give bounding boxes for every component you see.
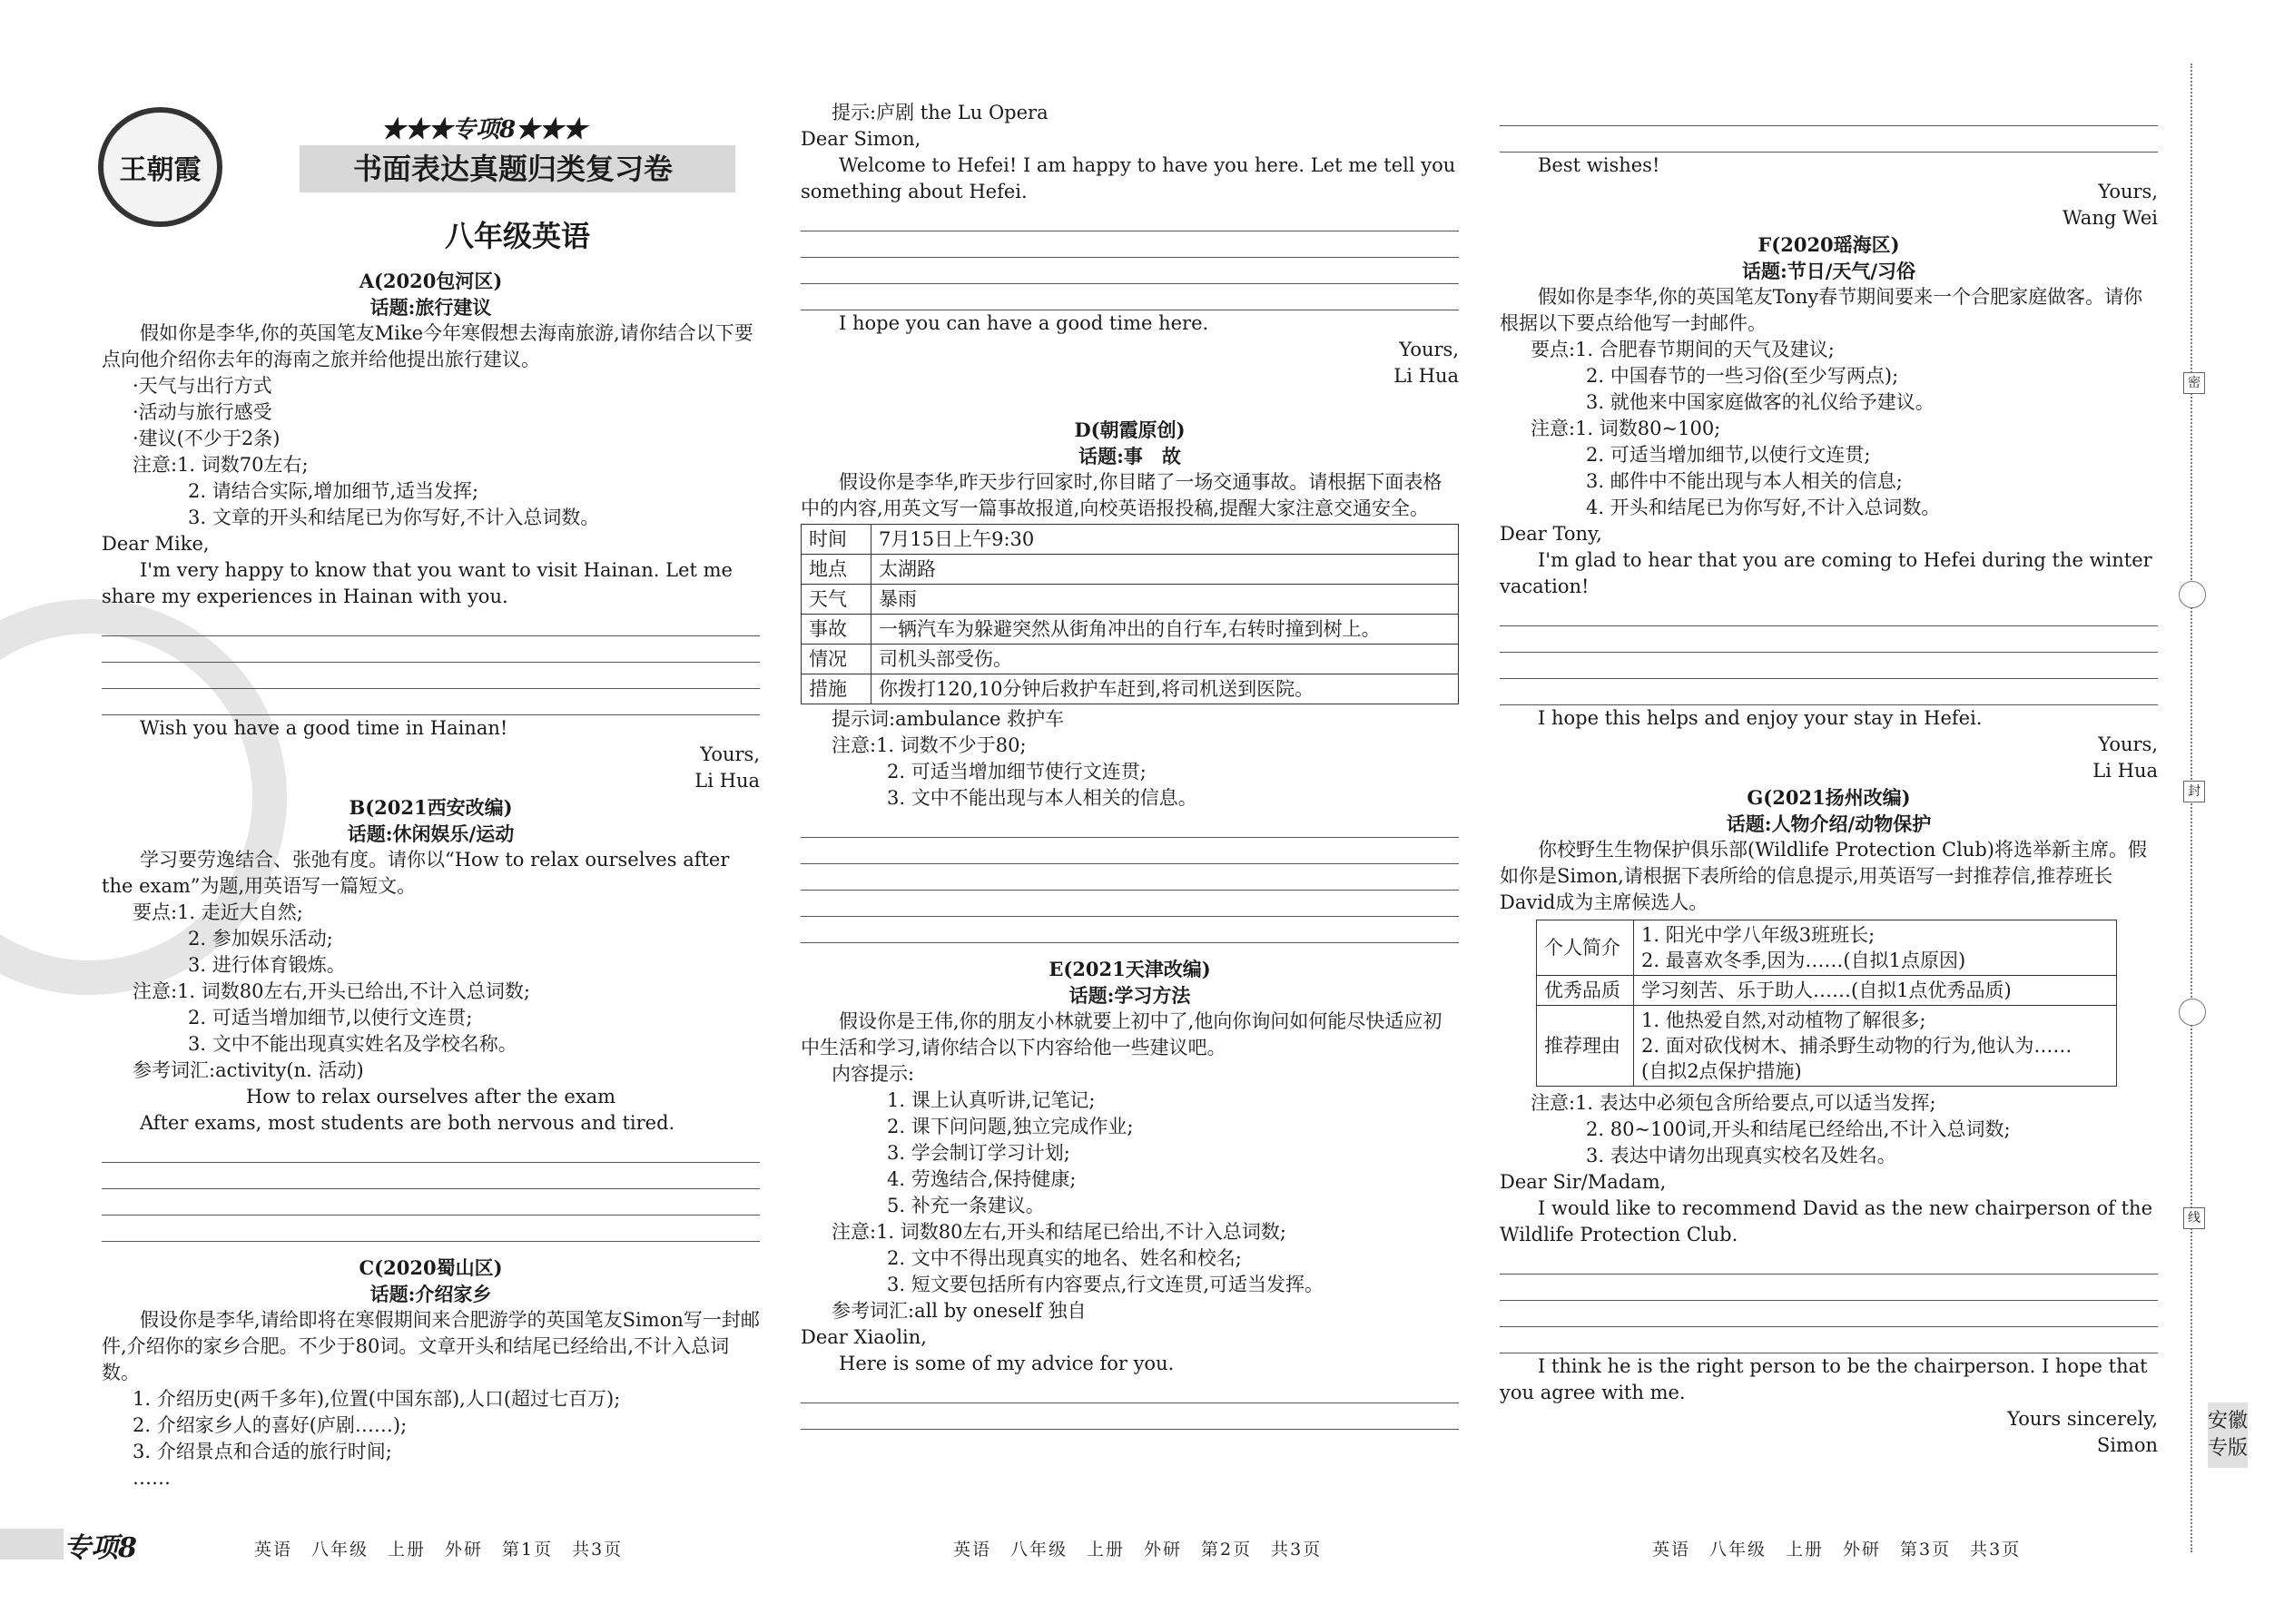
- table-row: 优秀品质 学习刻苦、乐于助人……(自拟1点优秀品质): [1537, 976, 2117, 1006]
- section-a-salutation: Dear Mike,: [102, 533, 210, 555]
- answer-line[interactable]: [102, 1163, 760, 1189]
- province-badge: 安徽专版: [2208, 1403, 2248, 1468]
- answer-line[interactable]: [1500, 100, 2158, 126]
- section-f-note: 注意:1. 词数80~100;: [1531, 418, 1721, 439]
- section-f-intro: 假如你是李华,你的英国笔友Tony春节期间要来一个合肥家庭做客。请你根据以下要点给他写一封邮件。: [1500, 286, 2143, 334]
- binding-mark-feng: 封: [2183, 781, 2205, 802]
- answer-line[interactable]: [801, 917, 1459, 943]
- section-b-note: 2. 可适当增加细节,以使行文连贯;: [188, 1007, 473, 1029]
- section-c-point: 3. 介绍景点和合适的旅行时间;: [133, 1441, 392, 1462]
- section-b-vocab: 参考词汇:activity(n. 活动): [133, 1059, 364, 1081]
- section-c-hint: 提示:庐剧 the Lu Opera: [832, 102, 1049, 123]
- section-b-intro: 学习要劳逸结合、张弛有度。请你以“How to relax ourselves after the exam”为题,用英语写一篇短文。: [102, 849, 730, 897]
- section-a-point: ·天气与出行方式: [133, 375, 272, 397]
- section-e-point: 5. 补充一条建议。: [887, 1195, 1045, 1216]
- section-d-table: [801, 524, 1459, 704]
- section-d-note: 2. 可适当增加细节使行文连贯;: [887, 761, 1147, 782]
- section-g-note: 注意:1. 表达中必须包含所给要点,可以适当发挥;: [1531, 1092, 1936, 1114]
- section-b-topic: 话题:休闲娱乐/运动: [347, 822, 515, 845]
- section-g-topic: 话题:人物介绍/动物保护: [1726, 812, 1932, 835]
- section-a-point: ·活动与旅行感受: [133, 401, 272, 423]
- section-g-table: [1536, 920, 2117, 1087]
- answer-line[interactable]: [801, 1377, 1459, 1403]
- section-g-opening: I would like to recommend David as the new chairperson of the Wildlife Protection Club.: [1500, 1197, 2153, 1245]
- answer-line[interactable]: [801, 891, 1459, 917]
- section-a-note: 注意:1. 词数70左右;: [133, 454, 309, 476]
- table-row: 推荐理由 1. 他热爱自然,对动植物了解很多; 2. 面对砍伐树木、捕杀野生动物的行为,他认为…… (自拟2点保护措施): [1537, 1006, 2117, 1087]
- section-f-salutation: Dear Tony,: [1500, 523, 1602, 545]
- section-e-note: 注意:1. 词数80左右,开头和结尾已给出,不计入总词数;: [832, 1221, 1286, 1243]
- answer-line[interactable]: [1500, 1275, 2158, 1301]
- binding-line: [2191, 64, 2192, 1552]
- section-g-sign: Yours sincerely,: [2007, 1408, 2158, 1430]
- section-e-closing: Best wishes!: [1538, 154, 1660, 176]
- answer-line[interactable]: [102, 689, 760, 715]
- section-d-topic: 话题:事 故: [1078, 445, 1181, 468]
- section-b-note: 注意:1. 词数80左右,开头已给出,不计入总词数;: [133, 980, 530, 1002]
- section-g-closing: I think he is the right person to be the chairperson. I hope that you agree with me.: [1500, 1355, 2148, 1403]
- section-f-sign: Li Hua: [2092, 760, 2158, 782]
- section-f-note: 2. 可适当增加细节,以使行文连贯;: [1586, 444, 1871, 466]
- answer-line[interactable]: [1500, 626, 2158, 653]
- footer-page-1: 英语 八年级 上册 外研 第1页 共3页: [254, 1540, 624, 1560]
- section-e-heading: E(2021天津改编): [1049, 958, 1211, 980]
- section-f-point: 2. 中国春节的一些习俗(至少写两点);: [1586, 365, 1899, 387]
- brand-logo: 王朝霞: [98, 107, 222, 227]
- section-e-salutation: Dear Xiaolin,: [801, 1326, 927, 1348]
- section-e-note: 2. 文中不得出现真实的地名、姓名和校名;: [887, 1247, 1242, 1269]
- section-e-note: 3. 短文要包括所有内容要点,行文连贯,可适当发挥。: [887, 1274, 1324, 1295]
- table-row: 地点 太湖路: [802, 555, 1459, 585]
- section-g-sign: Simon: [2096, 1434, 2158, 1456]
- answer-line[interactable]: [102, 663, 760, 689]
- section-e-vocab: 参考词汇:all by oneself 独自: [832, 1300, 1087, 1322]
- section-e-point: 4. 劳逸结合,保持健康;: [887, 1168, 1077, 1190]
- answer-line[interactable]: [801, 284, 1459, 310]
- section-f-topic: 话题:节日/天气/习俗: [1741, 260, 1916, 282]
- answer-line[interactable]: [102, 1137, 760, 1163]
- answer-line[interactable]: [801, 258, 1459, 284]
- answer-line[interactable]: [1500, 1327, 2158, 1353]
- section-a-opening: I'm very happy to know that you want to visit Hainan. Let me share my experiences in Hainan with you.: [102, 559, 733, 607]
- answer-line[interactable]: [801, 864, 1459, 891]
- section-b-point: 3. 进行体育锻炼。: [188, 954, 346, 976]
- answer-line[interactable]: [1500, 1248, 2158, 1275]
- section-a-topic: 话题:旅行建议: [369, 296, 492, 319]
- binding-mark-xian: 线: [2183, 1207, 2205, 1229]
- section-c-sign: Li Hua: [1393, 365, 1459, 387]
- section-e-opening: Here is some of my advice for you.: [839, 1353, 1175, 1374]
- page-title: 书面表达真题归类复习卷: [352, 152, 673, 186]
- section-c-point: 2. 介绍家乡人的喜好(庐剧……);: [133, 1414, 408, 1436]
- section-b-opening: After exams, most students are both nervous and tired.: [140, 1112, 675, 1134]
- section-e-sign: Yours,: [2098, 181, 2158, 202]
- section-e-topic: 话题:学习方法: [1068, 984, 1191, 1007]
- section-a-closing: Wish you have a good time in Hainan!: [140, 717, 508, 739]
- answer-line[interactable]: [1500, 126, 2158, 153]
- footer-page-3: 英语 八年级 上册 外研 第3页 共3页: [1652, 1540, 2022, 1560]
- section-a-point: ·建议(不少于2条): [133, 428, 281, 449]
- section-f-sign: Yours,: [2098, 733, 2158, 755]
- answer-line[interactable]: [1500, 653, 2158, 679]
- section-d-note: 注意:1. 词数不少于80;: [832, 734, 1027, 756]
- table-row: 措施 你拨打120,10分钟后救护车赶到,将司机送到医院。: [802, 674, 1459, 704]
- section-e-point: 2. 课下问问题,独立完成作业;: [887, 1116, 1134, 1137]
- answer-line[interactable]: [801, 812, 1459, 838]
- table-row: 个人简介 1. 阳光中学八年级3班班长; 2. 最喜欢冬季,因为……(自拟1点原因): [1537, 920, 2117, 976]
- section-c-closing: I hope you can have a good time here.: [839, 312, 1209, 334]
- table-row: 情况 司机头部受伤。: [802, 645, 1459, 674]
- section-b-heading: B(2021西安改编): [349, 796, 513, 819]
- answer-line[interactable]: [1500, 679, 2158, 705]
- section-g-note: 3. 表达中请勿出现真实校名及姓名。: [1586, 1145, 1896, 1166]
- section-f-closing: I hope this helps and enjoy your stay in Hefei.: [1538, 707, 1983, 729]
- section-f-point: 要点:1. 合肥春节期间的天气及建议;: [1531, 339, 1835, 360]
- section-d-hint: 提示词:ambulance 救护车: [832, 708, 1065, 730]
- footer-page-2: 英语 八年级 上册 外研 第2页 共3页: [953, 1540, 1323, 1560]
- series-label: ★★★专项8★★★: [381, 116, 587, 143]
- table-row: 时间 7月15日上午9:30: [802, 525, 1459, 555]
- binding-seal-icon: [2179, 999, 2206, 1026]
- footer-label: 专项8: [64, 1532, 137, 1564]
- section-c-salutation: Dear Simon,: [801, 128, 921, 150]
- answer-line[interactable]: [1500, 600, 2158, 626]
- section-g-salutation: Dear Sir/Madam,: [1500, 1171, 1667, 1193]
- section-b-note: 3. 文中不能出现真实姓名及学校名称。: [188, 1033, 517, 1055]
- section-a-intro: 假如你是李华,你的英国笔友Mike今年寒假想去海南旅游,请你结合以下要点向他介绍你去年的海南之旅并给他提出旅行建议。: [102, 322, 753, 370]
- answer-line[interactable]: [102, 610, 760, 636]
- section-c-sign: Yours,: [1399, 339, 1459, 360]
- section-b-point: 2. 参加娱乐活动;: [188, 928, 333, 950]
- section-d-heading: D(朝霞原创): [1074, 418, 1186, 441]
- answer-line[interactable]: [102, 636, 760, 663]
- section-d-intro: 假设你是李华,昨天步行回家时,你目睹了一场交通事故。请根据下面表格中的内容,用英文写一篇事故报道,向校英语报投稿,提醒大家注意交通安全。: [801, 471, 1442, 519]
- section-c-intro: 假设你是李华,请给即将在寒假期间来合肥游学的英国笔友Simon写一封邮件,介绍你的家乡合肥。不少于80词。文章开头和结尾已经给出,不计入总词数。: [102, 1309, 760, 1383]
- section-g-heading: G(2021扬州改编): [1747, 786, 1911, 809]
- answer-line[interactable]: [801, 1403, 1459, 1430]
- section-c-point: ……: [133, 1467, 171, 1489]
- section-a-note: 3. 文章的开头和结尾已为你写好,不计入总词数。: [188, 507, 600, 528]
- section-c-topic: 话题:介绍家乡: [369, 1283, 492, 1305]
- section-a-note: 2. 请结合实际,增加细节,适当发挥;: [188, 480, 479, 502]
- section-e-point: 3. 学会制订学习计划;: [887, 1142, 1070, 1164]
- section-a-sign: Li Hua: [694, 770, 760, 792]
- section-d-note: 3. 文中不能出现与本人相关的信息。: [887, 787, 1197, 809]
- binding-seal-icon: [2179, 581, 2206, 608]
- grade-title: 八年级英语: [444, 219, 590, 253]
- section-c-heading: C(2020蜀山区): [359, 1256, 503, 1279]
- answer-line[interactable]: [102, 1189, 760, 1216]
- section-b-point: 要点:1. 走近大自然;: [133, 901, 303, 923]
- section-b-essay-title: How to relax ourselves after the exam: [245, 1086, 616, 1107]
- section-e-sign: Wang Wei: [2063, 207, 2158, 229]
- answer-line[interactable]: [801, 205, 1459, 231]
- section-a-sign: Yours,: [700, 743, 760, 765]
- column-1: [102, 268, 760, 1491]
- section-f-heading: F(2020瑶海区): [1757, 233, 1900, 256]
- section-f-note: 4. 开头和结尾已为你写好,不计入总词数。: [1586, 497, 1941, 518]
- answer-line[interactable]: [801, 231, 1459, 258]
- answer-line[interactable]: [801, 838, 1459, 864]
- section-e-intro: 假设你是王伟,你的朋友小林就要上初中了,他向你询问如何能尽快适应初中生活和学习,请你结合以下内容给他一些建议吧。: [801, 1010, 1442, 1058]
- column-2: [801, 100, 1459, 1430]
- footer-bar: [0, 1529, 64, 1560]
- section-f-note: 3. 邮件中不能出现与本人相关的信息;: [1586, 470, 1903, 492]
- table-row: 天气 暴雨: [802, 585, 1459, 615]
- binding-mark-mi: 密: [2183, 372, 2205, 394]
- section-c-opening: Welcome to Hefei! I am happy to have you here. Let me tell you something about Hefei.: [801, 154, 1456, 202]
- section-f-opening: I'm glad to hear that you are coming to Hefei during the winter vacation!: [1500, 549, 2152, 597]
- column-3: [1500, 100, 2158, 1459]
- section-e-point: 1. 课上认真听讲,记笔记;: [887, 1089, 1096, 1111]
- answer-line[interactable]: [102, 1216, 760, 1242]
- table-row: 事故 一辆汽车为躲避突然从街角冲出的自行车,右转时撞到树上。: [802, 615, 1459, 645]
- section-a-heading: A(2020包河区): [359, 270, 503, 292]
- section-g-note: 2. 80~100词,开头和结尾已经给出,不计入总词数;: [1586, 1118, 2011, 1140]
- section-c-point: 1. 介绍历史(两千多年),位置(中国东部),人口(超过七百万);: [133, 1388, 621, 1410]
- answer-line[interactable]: [1500, 1301, 2158, 1327]
- section-f-point: 3. 就他来中国家庭做客的礼仪给予建议。: [1586, 391, 1935, 413]
- section-g-intro: 你校野生生物保护俱乐部(Wildlife Protection Club)将选举新主席。假如你是Simon,请根据下表所给的信息提示,用英语写一封推荐信,推荐班长David成为主席候选人。: [1500, 839, 2147, 913]
- section-e-content-label: 内容提示:: [832, 1063, 915, 1085]
